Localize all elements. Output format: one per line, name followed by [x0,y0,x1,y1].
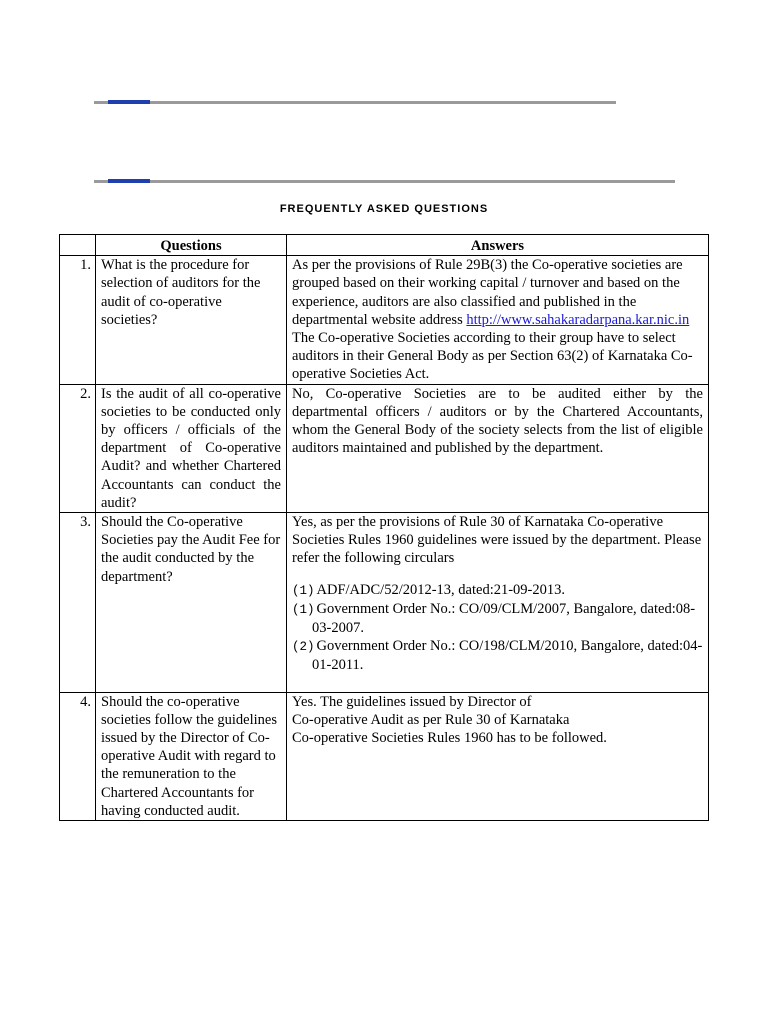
answer-cell [287,692,709,820]
questions-header: Questions [96,235,287,256]
answer-line: Co-operative Audit as per Rule 30 of Karnataka [292,711,570,728]
circular-marker: (2) [292,640,315,655]
answer-line: Yes. The guidelines issued by Director of [292,693,532,710]
table-row [60,256,709,384]
table-header-row [60,235,709,256]
circulars-list [292,581,703,675]
answer-text: As per the provisions of Rule 29B(3) the Co-operative societies are grouped based on their working capital / turnover and based on the experience, auditors are also classified and published in the departmental website address [292,257,683,328]
answer-cell: No, Co-operative Societies are to be audited either by the departmental officers / auditors or by the Chartered Accountants, whom the General Body of the society selects from the list of eligible auditors maintained and published by the department. [287,384,709,512]
question-cell: What is the procedure for selection of auditors for the audit of co-operative societies? [96,256,287,384]
circular-item [292,637,703,674]
circular-marker: (1) [292,583,315,598]
page-title: FREQUENTLY ASKED QUESTIONS [279,203,489,215]
answer-line: Co-operative Societies Rules 1960 has to be followed. [292,730,607,747]
row-number: 3. [60,513,96,693]
circular-text: ADF/ADC/52/2012-13, dated:21-09-2013. [316,581,566,598]
faq-table [59,234,709,821]
website-link[interactable]: http://www.sahakaradarpana.kar.nic.in [466,311,690,328]
table-row [60,692,709,820]
circular-text: Government Order No.: CO/198/CLM/2010, Bangalore, dated:04-01-2011. [312,638,703,674]
answer-cell [287,513,709,693]
question-cell: Should the Co-operative Societies pay the Audit Fee for the audit conducted by the department? [96,513,287,693]
num-header [60,235,96,256]
header-rule-accent [108,100,150,104]
answer-text: Yes, as per the provisions of Rule 30 of Karnataka Co-operative Societies Rules 1960 guidelines were issued by the department. Please refer the following circulars [292,514,702,567]
header-rule-accent [108,179,150,183]
circular-marker: (1) [292,602,315,617]
circular-item [292,581,703,600]
circular-text: Government Order No.: CO/09/CLM/2007, Bangalore, dated:08-03-2007. [312,600,696,637]
answer-cell [287,256,709,384]
header-rule-bottom [94,180,675,183]
question-cell: Should the co-operative societies follow the guidelines issued by the Director of Co-operative Audit with regard to the remuneration to the Chartered Accountants for having conducted audit. [96,692,287,820]
question-cell: Is the audit of all co-operative societies to be conducted only by officers / officials of the department of Co-operative Audit? and whether Chartered Accountants can conduct the audit? [96,384,287,512]
header-rule-top [94,101,616,104]
row-number: 4. [60,692,96,820]
table-row [60,513,709,693]
answers-header: Answers [287,235,709,256]
table-row [60,384,709,512]
answer-text-continued: The Co-operative Societies according to their group have to select auditors in their General Body as per Section 63(2) of Karnataka Co-operative Societies Act. [292,330,693,383]
circular-item [292,600,703,637]
row-number: 2. [60,384,96,512]
row-number: 1. [60,256,96,384]
